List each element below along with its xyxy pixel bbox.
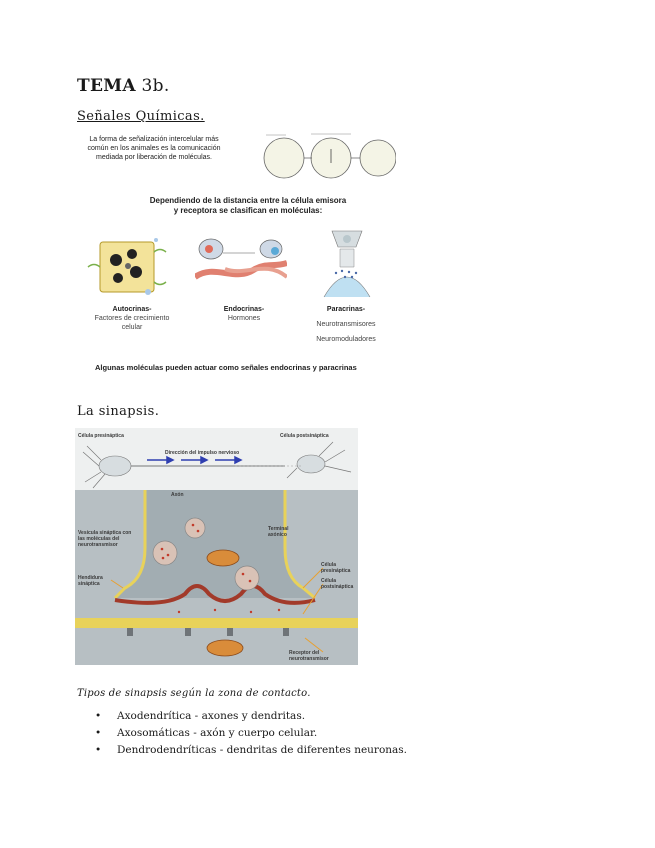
- paracrinas-example-1: Neurotransmisores: [316, 321, 376, 328]
- fig1-algunas-text: Algunas moléculas pueden actuar como señales endocrinas y paracrinas: [95, 363, 357, 372]
- endocrinas-label: Endocrinas-: [223, 306, 265, 313]
- list-item-text: Axodendrítica - axones y dendritas.: [117, 710, 306, 722]
- label-synaptic-vesicle: Vesícula sináptica con las moléculas del neurotransmisor: [78, 530, 132, 548]
- synapse-types-heading: Tipos de sinapsis según la zona de contacto.: [77, 688, 311, 699]
- paracrinas-example-2: Neuromoduladores: [316, 336, 376, 343]
- synapse-types-list: [95, 710, 407, 761]
- list-item: [95, 744, 407, 761]
- senales-figure: [78, 127, 404, 382]
- paracrinas-label: Paracrinas-: [326, 306, 366, 313]
- label-neurotransmitter-receptor: Receptor del neurotransmisor: [289, 650, 329, 662]
- label-postsynaptic-cell-2: Célula postsináptica: [321, 578, 354, 590]
- title-rest: 3b.: [141, 76, 170, 96]
- synapse-figure: [75, 428, 358, 665]
- endocrinas-examples: Hormones: [227, 315, 261, 322]
- fig1-dependiendo-text: Dependiendo de la distancia entre la célula emisora y receptora se clasifican en moléculas:: [149, 196, 347, 215]
- endocrine-illustration: [195, 233, 287, 299]
- list-item: [95, 710, 407, 727]
- label-presynaptic-cell-2: Célula presináptica: [321, 562, 351, 574]
- title-bold: TEMA: [77, 76, 136, 96]
- autocrinas-caption: [92, 305, 172, 332]
- autocrinas-examples: Factores de crecimiento celular: [94, 315, 170, 331]
- label-postsynaptic-cell: Célula postsináptica: [280, 433, 329, 439]
- section-heading-senales: Señales Químicas.: [77, 109, 205, 124]
- bullet-marker: •: [95, 710, 102, 722]
- label-axon-terminal: Terminal axónico: [268, 526, 289, 538]
- label-impulse-direction: Dirección del impulso nervioso: [165, 450, 240, 456]
- bullet-marker: •: [95, 744, 102, 756]
- paracrinas-caption: [306, 305, 386, 344]
- list-item: [95, 727, 407, 744]
- label-axon: Axón: [171, 492, 184, 498]
- section-heading-sinapsis: La sinapsis.: [77, 404, 160, 419]
- bullet-marker: •: [95, 727, 102, 739]
- list-item-text: Axosomáticas - axón y cuerpo celular.: [117, 727, 318, 739]
- autocrine-cell-illustration: [86, 232, 168, 302]
- fig1-intro-text: La forma de señalización intercelular más común en los animales es la comunicación mediada por liberación de moléculas.: [87, 136, 221, 161]
- page-title: [77, 76, 170, 96]
- list-item-text: Dendrodendríticas - dendritas de diferentes neuronas.: [117, 744, 408, 756]
- endocrinas-caption: [204, 305, 284, 323]
- cell-circles-diagram: [256, 131, 396, 181]
- label-synaptic-cleft: Hendidura sináptica: [78, 575, 103, 587]
- paracrine-neuron-illustration: [314, 227, 380, 299]
- autocrinas-label: Autocrinas-: [112, 306, 152, 313]
- label-presynaptic-cell: Célula presináptica: [78, 433, 124, 439]
